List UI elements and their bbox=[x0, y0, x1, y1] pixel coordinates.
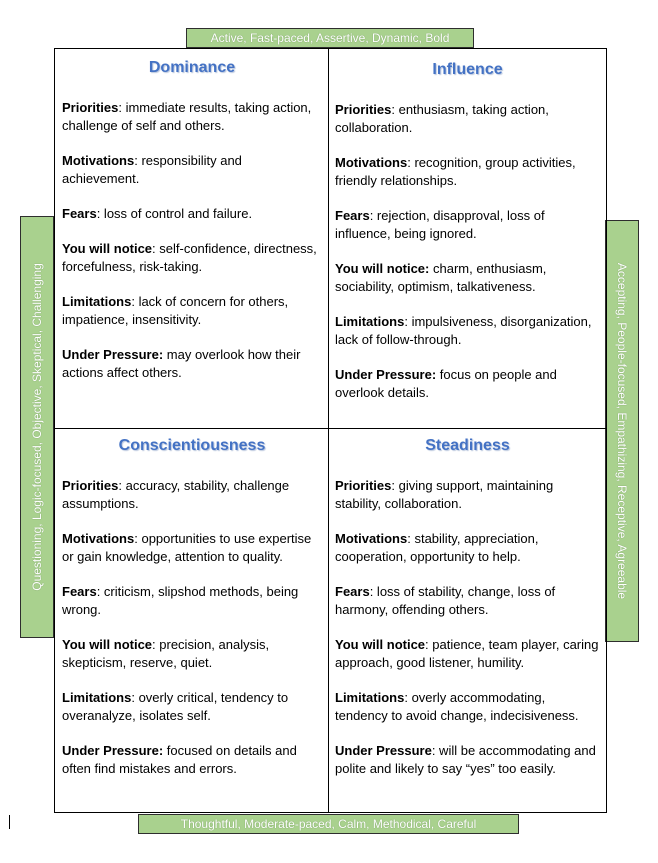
conscientiousness-quadrant bbox=[55, 429, 328, 812]
influence-priorities: Priorities: enthusiasm, taking action, collaboration. bbox=[335, 102, 549, 135]
dominance-limitations: Limitations: lack of concern for others, impatience, insensitivity. bbox=[62, 294, 289, 327]
dominance-priorities: Priorities: immediate results, taking action, challenge of self and others. bbox=[62, 100, 312, 133]
dominance-pressure: Under Pressure: may overlook how their actions affect others. bbox=[62, 347, 301, 380]
left-trait-band bbox=[20, 216, 54, 638]
conscientiousness-fears: Fears: criticism, slipshod methods, being wrong. bbox=[62, 584, 299, 617]
conscientiousness-title: Conscientiousness bbox=[118, 437, 266, 454]
dominance-motivations: Motivations: responsibility and achievement. bbox=[62, 153, 242, 186]
influence-quadrant bbox=[329, 49, 606, 428]
conscientiousness-pressure: Under Pressure: focused on details and often find mistakes and errors. bbox=[62, 743, 297, 776]
steadiness-quadrant bbox=[329, 429, 606, 812]
disc-quadrant-grid bbox=[54, 48, 607, 813]
conscientiousness-limitations: Limitations: overly critical, tendency to overanalyze, isolates self. bbox=[62, 690, 289, 723]
influence-title: Influence bbox=[432, 61, 503, 78]
bottom-trait-text: Thoughtful, Moderate-paced, Calm, Methodical, Careful bbox=[180, 817, 477, 831]
left-trait-text: Questioning, Logic-focused, Objective, Skeptical, Challenging bbox=[30, 263, 44, 591]
conscientiousness-notice: You will notice: precision, analysis, skepticism, reserve, quiet. bbox=[62, 637, 270, 670]
influence-fears: Fears: rejection, disapproval, loss of influence, being ignored. bbox=[335, 208, 545, 241]
dominance-title: Dominance bbox=[148, 59, 236, 76]
right-trait-band bbox=[605, 220, 639, 642]
conscientiousness-motivations: Motivations: opportunities to use expertise or gain knowledge, attention to quality. bbox=[62, 531, 312, 564]
influence-pressure: Under Pressure: focus on people and overlook details. bbox=[335, 367, 557, 400]
bottom-trait-band bbox=[138, 814, 519, 834]
steadiness-limitations: Limitations: overly accommodating, tendency to avoid change, indecisiveness. bbox=[335, 690, 579, 723]
top-trait-band bbox=[186, 28, 474, 48]
steadiness-motivations: Motivations: stability, appreciation, cooperation, opportunity to help. bbox=[335, 531, 539, 564]
right-trait-text: Accepting, People-focused, Empathizing, Receptive, Agreeable bbox=[615, 262, 629, 600]
steadiness-fears: Fears: loss of stability, change, loss of harmony, offending others. bbox=[335, 584, 556, 617]
influence-limitations: Limitations: impulsiveness, disorganization, lack of follow-through. bbox=[335, 314, 592, 347]
steadiness-title: Steadiness bbox=[425, 437, 510, 454]
dominance-notice: You will notice: self-confidence, directness, forcefulness, risk-taking. bbox=[62, 241, 317, 274]
dominance-fears: Fears: loss of control and failure. bbox=[62, 206, 253, 221]
text-cursor bbox=[9, 815, 10, 829]
steadiness-notice: You will notice: patience, team player, caring approach, good listener, humility. bbox=[335, 637, 599, 670]
influence-notice: You will notice: charm, enthusiasm, sociability, optimism, talkativeness. bbox=[335, 261, 547, 294]
steadiness-pressure: Under Pressure: will be accommodating and polite and likely to say “yes” too easily. bbox=[335, 743, 596, 776]
steadiness-priorities: Priorities: giving support, maintaining stability, collaboration. bbox=[335, 478, 554, 511]
dominance-quadrant bbox=[55, 49, 328, 428]
top-trait-text: Active, Fast-paced, Assertive, Dynamic, Bold bbox=[210, 31, 450, 45]
influence-motivations: Motivations: recognition, group activities, friendly relationships. bbox=[335, 155, 576, 188]
conscientiousness-priorities: Priorities: accuracy, stability, challenge assumptions. bbox=[62, 478, 290, 511]
